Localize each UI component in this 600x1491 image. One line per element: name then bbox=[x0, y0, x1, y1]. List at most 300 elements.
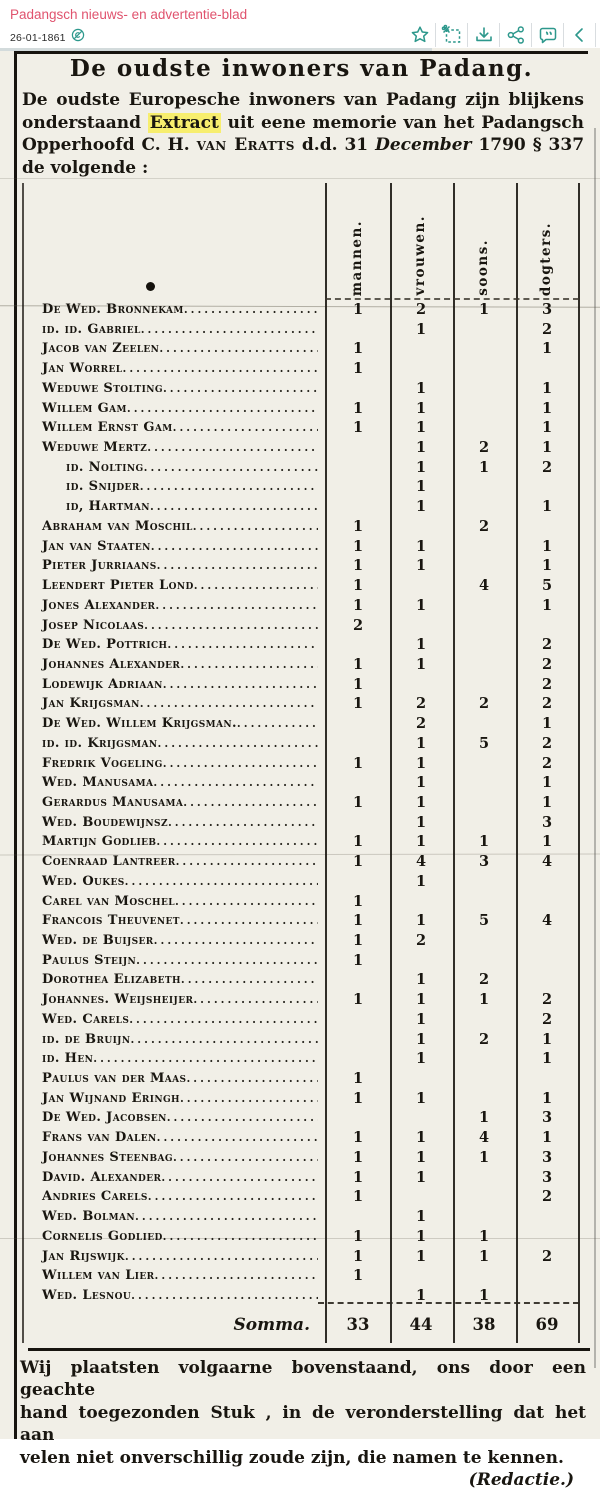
resident-name: Paulus van der Maas ..... bbox=[42, 1069, 318, 1089]
table-row bbox=[0, 911, 600, 931]
dot-leader bbox=[127, 399, 318, 419]
count-cell: 1 bbox=[415, 1227, 427, 1245]
count-cell: 1 bbox=[415, 774, 427, 792]
share-icon[interactable] bbox=[500, 22, 531, 48]
count-cell: 1 bbox=[415, 912, 427, 930]
somma-value: 44 bbox=[409, 1315, 433, 1334]
public-domain-icon[interactable] bbox=[71, 28, 85, 47]
dot-leader bbox=[140, 477, 318, 497]
table-row bbox=[0, 635, 600, 655]
count-cell: 1 bbox=[415, 1030, 427, 1048]
search-highlight: Extract bbox=[149, 112, 219, 133]
count-cell: 1 bbox=[541, 340, 553, 358]
dot-leader bbox=[167, 1108, 318, 1128]
resident-name: Pieter Jurriaans ..... bbox=[42, 556, 318, 576]
count-cell: 2 bbox=[541, 1188, 553, 1206]
dot-leader bbox=[131, 1286, 318, 1306]
dot-leader bbox=[136, 951, 318, 971]
resident-name: Frans van Dalen ..... bbox=[42, 1128, 318, 1148]
resident-name: id. de Bruijn ..... bbox=[42, 1030, 318, 1050]
dot-leader bbox=[180, 655, 318, 675]
count-cell: 1 bbox=[541, 1089, 553, 1107]
table-row bbox=[0, 852, 600, 872]
count-cell: 1 bbox=[415, 458, 427, 476]
crop-selection-icon[interactable] bbox=[436, 22, 467, 48]
count-cell: 2 bbox=[478, 971, 490, 989]
count-cell: 1 bbox=[478, 1148, 490, 1166]
count-cell: 1 bbox=[415, 1247, 427, 1265]
dot-leader bbox=[148, 1187, 318, 1207]
count-cell: 2 bbox=[541, 458, 553, 476]
dot-leader bbox=[129, 1010, 318, 1030]
citation-quote-icon[interactable] bbox=[532, 22, 563, 48]
count-cell: 1 bbox=[352, 833, 364, 851]
dot-leader bbox=[168, 813, 318, 833]
count-cell: 1 bbox=[541, 399, 553, 417]
count-cell: 1 bbox=[352, 695, 364, 713]
table-row bbox=[0, 1049, 600, 1069]
dot-leader bbox=[180, 1089, 318, 1109]
count-cell: 3 bbox=[541, 1109, 553, 1127]
intro-line: de volgende : bbox=[22, 157, 149, 178]
count-cell: 1 bbox=[352, 853, 364, 871]
count-cell: 1 bbox=[415, 991, 427, 1009]
section-rule bbox=[28, 1348, 590, 1351]
table-row bbox=[0, 1266, 600, 1286]
count-cell: 2 bbox=[541, 320, 553, 338]
count-cell: 5 bbox=[478, 734, 490, 752]
count-cell: 1 bbox=[352, 1148, 364, 1166]
count-cell: 1 bbox=[478, 1109, 490, 1127]
viewer-toolbar bbox=[404, 21, 596, 48]
table-row bbox=[0, 1148, 600, 1168]
count-cell: 1 bbox=[541, 419, 553, 437]
resident-name: Jones Alexander ..... bbox=[42, 596, 318, 616]
dot-leader bbox=[167, 635, 318, 655]
count-cell: 1 bbox=[352, 1188, 364, 1206]
dot-leader bbox=[163, 754, 318, 774]
resident-name: Andries Carels ..... bbox=[42, 1187, 318, 1207]
count-cell: 1 bbox=[478, 833, 490, 851]
count-cell: 2 bbox=[478, 1030, 490, 1048]
table-row bbox=[0, 320, 600, 340]
count-cell: 2 bbox=[541, 695, 553, 713]
viewer-header bbox=[0, 0, 600, 48]
table-row bbox=[0, 1247, 600, 1267]
table-row bbox=[0, 596, 600, 616]
count-cell: 4 bbox=[478, 1129, 490, 1147]
resident-name: Jan Krijgsman ..... bbox=[42, 694, 318, 714]
publication-title-link[interactable]: Padangsch nieuws- en advertentie-blad bbox=[10, 7, 248, 22]
count-cell: 2 bbox=[541, 754, 553, 772]
dot-leader bbox=[183, 793, 318, 813]
resident-name: Johannes Steenbag ..... bbox=[42, 1148, 318, 1168]
table-row bbox=[0, 951, 600, 971]
count-cell: 1 bbox=[415, 734, 427, 752]
count-cell: 1 bbox=[352, 301, 364, 318]
dot-leader bbox=[154, 931, 318, 951]
table-row bbox=[0, 418, 600, 438]
column-rule-top bbox=[15, 51, 588, 54]
resident-name: Jan Rijswijk ..... bbox=[42, 1247, 318, 1267]
table-row bbox=[0, 832, 600, 852]
table-row bbox=[0, 773, 600, 793]
resident-name: Weduwe Mertz ..... bbox=[42, 438, 318, 458]
count-cell: 1 bbox=[352, 557, 364, 575]
resident-name: Wed. Boudewijnsz ..... bbox=[42, 813, 318, 833]
dot-leader bbox=[157, 1128, 318, 1148]
count-cell: 1 bbox=[541, 557, 553, 575]
resident-name: Jan van Staaten ..... bbox=[42, 537, 318, 557]
dot-leader bbox=[144, 616, 318, 636]
dot-leader bbox=[151, 537, 318, 557]
dot-leader bbox=[130, 1030, 318, 1050]
count-cell: 1 bbox=[352, 912, 364, 930]
dot-leader bbox=[125, 1247, 318, 1267]
count-cell: 1 bbox=[541, 833, 553, 851]
count-cell: 3 bbox=[541, 813, 553, 831]
count-cell: 1 bbox=[415, 655, 427, 673]
count-cell: 1 bbox=[541, 774, 553, 792]
count-cell: 1 bbox=[415, 1286, 427, 1304]
count-cell: 1 bbox=[478, 1227, 490, 1245]
table-row bbox=[0, 1089, 600, 1109]
resident-name: Johannes Alexander ..... bbox=[42, 655, 318, 675]
count-cell: 1 bbox=[352, 360, 364, 378]
count-cell: 3 bbox=[541, 301, 553, 318]
resident-name: id. id. Gabriel ..... bbox=[42, 320, 318, 340]
count-cell: 1 bbox=[541, 1050, 553, 1068]
resident-name: Dorothea Elizabeth ..... bbox=[42, 970, 318, 990]
table-row bbox=[0, 576, 600, 596]
resident-name: Cornelis Godlied ..... bbox=[42, 1227, 318, 1247]
count-cell: 1 bbox=[415, 1168, 427, 1186]
dot-leader bbox=[155, 596, 318, 616]
table-row bbox=[0, 970, 600, 990]
dot-leader bbox=[194, 576, 318, 596]
count-cell: 2 bbox=[541, 636, 553, 654]
dot-leader bbox=[186, 1069, 318, 1089]
count-cell: 1 bbox=[352, 537, 364, 555]
count-cell: 1 bbox=[415, 1010, 427, 1028]
count-cell: 1 bbox=[352, 1070, 364, 1088]
resident-name: Coenraad Lantreer ..... bbox=[42, 852, 318, 872]
resident-name: De Wed. Pottrich ..... bbox=[42, 635, 318, 655]
count-cell: 1 bbox=[352, 596, 364, 614]
table-row bbox=[0, 931, 600, 951]
count-cell: 1 bbox=[415, 833, 427, 851]
count-cell: 1 bbox=[415, 636, 427, 654]
count-cell: 1 bbox=[478, 991, 490, 1009]
table-row bbox=[0, 872, 600, 892]
table-row bbox=[0, 734, 600, 754]
count-cell: 1 bbox=[415, 439, 427, 457]
somma-label: Somma. bbox=[233, 1315, 310, 1335]
resident-name: Martijn Godlieb ..... bbox=[42, 832, 318, 852]
intro-line: Opperhoofd C. H. van Eratts d.d. 31 December 1790 § 337 bbox=[22, 135, 585, 156]
dot-leader bbox=[175, 892, 318, 912]
count-cell: 2 bbox=[541, 1010, 553, 1028]
count-cell: 5 bbox=[478, 912, 490, 930]
table-row bbox=[0, 477, 600, 497]
resident-name: Josep Nicolaas ..... bbox=[42, 616, 318, 636]
count-cell: 4 bbox=[541, 912, 553, 930]
article-headline: De oudste inwoners van Padang. bbox=[69, 55, 534, 82]
resident-name: Jan Worrel ..... bbox=[42, 359, 318, 379]
count-cell: 1 bbox=[415, 872, 427, 890]
resident-name: Francois Theuvenet ..... bbox=[42, 911, 318, 931]
table-row bbox=[0, 754, 600, 774]
count-cell: 1 bbox=[541, 1030, 553, 1048]
count-cell: 1 bbox=[352, 675, 364, 693]
resident-name: Leendert Pieter Lond ..... bbox=[42, 576, 318, 596]
dot-leader bbox=[193, 517, 318, 537]
table-row bbox=[0, 1010, 600, 1030]
count-cell: 1 bbox=[415, 1050, 427, 1068]
table-row bbox=[0, 1108, 600, 1128]
count-cell: 1 bbox=[352, 577, 364, 595]
resident-name: Jan Wijnand Eringh ..... bbox=[42, 1089, 318, 1109]
table-row bbox=[0, 1168, 600, 1188]
column-header: vrouwen. bbox=[412, 215, 428, 296]
count-cell: 2 bbox=[478, 695, 490, 713]
table-row bbox=[0, 458, 600, 478]
count-cell: 1 bbox=[478, 301, 490, 318]
count-cell: 1 bbox=[415, 971, 427, 989]
count-cell: 1 bbox=[415, 557, 427, 575]
count-cell: 3 bbox=[541, 1148, 553, 1166]
article-intro bbox=[22, 89, 584, 179]
table-row bbox=[0, 1069, 600, 1089]
count-cell: 1 bbox=[415, 1129, 427, 1147]
count-cell: 2 bbox=[415, 695, 427, 713]
table-row bbox=[0, 379, 600, 399]
count-cell: 1 bbox=[352, 793, 364, 811]
download-icon[interactable] bbox=[468, 22, 499, 48]
table-row bbox=[0, 339, 600, 359]
closing-line: hand toegezonden Stuk , in de veronderstelling dat het aan bbox=[20, 1402, 586, 1446]
count-cell: 2 bbox=[478, 439, 490, 457]
count-cell: 1 bbox=[415, 754, 427, 772]
table-row bbox=[0, 497, 600, 517]
dot-leader bbox=[158, 734, 318, 754]
count-cell: 1 bbox=[415, 320, 427, 338]
count-cell: 1 bbox=[352, 951, 364, 969]
dot-leader bbox=[144, 458, 318, 478]
resident-name: Willem Ernst Gam ..... bbox=[42, 418, 318, 438]
count-cell: 1 bbox=[415, 399, 427, 417]
publication-date: 26-01-1861 bbox=[10, 31, 66, 44]
table-row bbox=[0, 517, 600, 537]
dot-leader bbox=[173, 418, 318, 438]
count-cell: 1 bbox=[541, 439, 553, 457]
table-column-headers bbox=[0, 193, 600, 296]
dot-leader bbox=[159, 339, 318, 359]
dot-leader bbox=[163, 675, 318, 695]
resident-name: Willem Gam ..... bbox=[42, 399, 318, 419]
table-row bbox=[0, 537, 600, 557]
table-row bbox=[0, 694, 600, 714]
count-cell: 2 bbox=[478, 517, 490, 535]
intro-line: De oudste Europesche inwoners van Padang zijn blijkens bbox=[22, 90, 584, 110]
count-cell: 1 bbox=[352, 1267, 364, 1285]
dot-leader bbox=[163, 379, 318, 399]
count-cell: 1 bbox=[478, 458, 490, 476]
somma-row bbox=[0, 1304, 600, 1346]
table-row bbox=[0, 1030, 600, 1050]
resident-name: Weduwe Stolting ..... bbox=[42, 379, 318, 399]
table-rows bbox=[0, 300, 600, 1306]
dot-leader bbox=[155, 1266, 318, 1286]
count-cell: 1 bbox=[415, 498, 427, 516]
count-cell: 2 bbox=[541, 991, 553, 1009]
resident-name: Wed. Carels ..... bbox=[42, 1010, 318, 1030]
table-row bbox=[0, 714, 600, 734]
count-cell: 1 bbox=[478, 1247, 490, 1265]
count-cell: 1 bbox=[352, 754, 364, 772]
dot-leader bbox=[180, 911, 318, 931]
count-cell: 1 bbox=[541, 1129, 553, 1147]
somma-value: 69 bbox=[535, 1315, 559, 1334]
dot-leader bbox=[125, 872, 318, 892]
count-cell: 1 bbox=[415, 478, 427, 496]
count-cell: 1 bbox=[352, 399, 364, 417]
resident-name: Wed. Manusama ..... bbox=[42, 773, 318, 793]
resident-name: Abraham van Moschil ..... bbox=[42, 517, 318, 537]
count-cell: 1 bbox=[352, 1129, 364, 1147]
table-row bbox=[0, 556, 600, 576]
resident-name: De Wed. Willem Krijgsman. ..... bbox=[42, 714, 318, 734]
table-row bbox=[0, 300, 600, 320]
count-cell: 1 bbox=[415, 1089, 427, 1107]
count-cell: 1 bbox=[415, 596, 427, 614]
count-cell: 3 bbox=[541, 1168, 553, 1186]
resident-name: De Wed. Bronnekam ..... bbox=[42, 300, 318, 320]
dot-leader bbox=[161, 1168, 318, 1188]
count-cell: 4 bbox=[541, 853, 553, 871]
dot-leader bbox=[193, 990, 318, 1010]
dot-leader bbox=[163, 1227, 318, 1247]
column-header: mannen. bbox=[349, 219, 365, 296]
closing-line: Wij plaatsten volgaarne bovenstaand, ons door een geachte bbox=[20, 1358, 586, 1401]
count-cell: 1 bbox=[415, 793, 427, 811]
publication-date-row bbox=[10, 28, 85, 47]
table-row bbox=[0, 359, 600, 379]
dot-leader bbox=[156, 832, 318, 852]
column-header: dogters. bbox=[538, 221, 554, 296]
count-cell: 2 bbox=[415, 715, 427, 733]
count-cell: 1 bbox=[415, 537, 427, 555]
count-cell: 5 bbox=[541, 577, 553, 595]
count-cell: 2 bbox=[541, 655, 553, 673]
count-cell: 1 bbox=[541, 715, 553, 733]
dot-leader bbox=[140, 694, 318, 714]
count-cell: 1 bbox=[352, 892, 364, 910]
count-cell: 1 bbox=[415, 813, 427, 831]
resident-name: Wed. Bolman ..... bbox=[42, 1207, 318, 1227]
count-cell: 2 bbox=[541, 1247, 553, 1265]
count-cell: 1 bbox=[352, 340, 364, 358]
newspaper-scan bbox=[0, 48, 600, 1491]
count-cell: 1 bbox=[415, 379, 427, 397]
table-row bbox=[0, 990, 600, 1010]
table-row bbox=[0, 1207, 600, 1227]
dot-leader bbox=[93, 1049, 318, 1069]
table-row bbox=[0, 1128, 600, 1148]
table-row bbox=[0, 1187, 600, 1207]
count-cell: 2 bbox=[352, 616, 364, 634]
table-row bbox=[0, 813, 600, 833]
resident-name: De Wed. Jacobsen ..... bbox=[42, 1108, 318, 1128]
count-cell: 1 bbox=[352, 1168, 364, 1186]
count-cell: 1 bbox=[352, 517, 364, 535]
count-cell: 1 bbox=[352, 932, 364, 949]
count-cell: 4 bbox=[415, 853, 427, 871]
dot-leader bbox=[150, 497, 318, 517]
resident-name: id, Hartman ..... bbox=[66, 497, 318, 517]
count-cell: 2 bbox=[541, 675, 553, 693]
closing-line: velen niet onverschillig zoude zijn, die namen te kennen. bbox=[20, 1447, 564, 1468]
count-cell: 1 bbox=[415, 419, 427, 437]
intro-line: onderstaand Extract uit eene memorie van het Padangsch bbox=[22, 112, 584, 133]
chevron-left-icon[interactable] bbox=[564, 22, 595, 48]
resident-name: Paulus Steijn ..... bbox=[42, 951, 318, 971]
dot-leader bbox=[176, 852, 318, 872]
table-row bbox=[0, 793, 600, 813]
resident-name: Lodewijk Adriaan ..... bbox=[42, 675, 318, 695]
favorite-star-icon[interactable] bbox=[404, 22, 435, 48]
table-row bbox=[0, 655, 600, 675]
article-closing bbox=[20, 1357, 586, 1491]
count-cell: 1 bbox=[541, 379, 553, 397]
toolbar-separator bbox=[595, 23, 596, 47]
dot-leader bbox=[157, 556, 318, 576]
count-cell: 2 bbox=[415, 301, 427, 318]
resident-name: id. id. Krijgsman ..... bbox=[42, 734, 318, 754]
resident-name: Wed. Oukes ..... bbox=[42, 872, 318, 892]
resident-name: id. Snijder ..... bbox=[66, 477, 318, 497]
column-header: soons. bbox=[475, 239, 491, 296]
dot-leader bbox=[181, 970, 318, 990]
dot-leader bbox=[141, 320, 318, 340]
count-cell: 2 bbox=[541, 734, 553, 752]
somma-value: 38 bbox=[472, 1315, 496, 1334]
somma-value: 33 bbox=[346, 1315, 370, 1334]
count-cell: 4 bbox=[478, 577, 490, 595]
count-cell: 1 bbox=[415, 1208, 427, 1226]
dot-leader bbox=[147, 438, 318, 458]
resident-name: Johannes. Weijsheijer ..... bbox=[42, 990, 318, 1010]
dot-leader bbox=[122, 359, 318, 379]
table-row bbox=[0, 438, 600, 458]
count-cell: 1 bbox=[541, 537, 553, 555]
table-row bbox=[0, 675, 600, 695]
count-cell: 1 bbox=[541, 596, 553, 614]
dot-leader bbox=[237, 714, 318, 734]
count-cell: 1 bbox=[352, 1247, 364, 1265]
table-row bbox=[0, 616, 600, 636]
dot-leader bbox=[184, 300, 318, 320]
count-cell: 2 bbox=[415, 932, 427, 949]
table-row bbox=[0, 892, 600, 912]
dot-leader bbox=[135, 1207, 318, 1227]
table-row bbox=[0, 1227, 600, 1247]
dot-leader bbox=[153, 773, 318, 793]
resident-name: id. Nolting ..... bbox=[66, 458, 318, 478]
resident-name: Gerardus Manusama ..... bbox=[42, 793, 318, 813]
count-cell: 1 bbox=[415, 1148, 427, 1166]
resident-name: Carel van Moschel ..... bbox=[42, 892, 318, 912]
